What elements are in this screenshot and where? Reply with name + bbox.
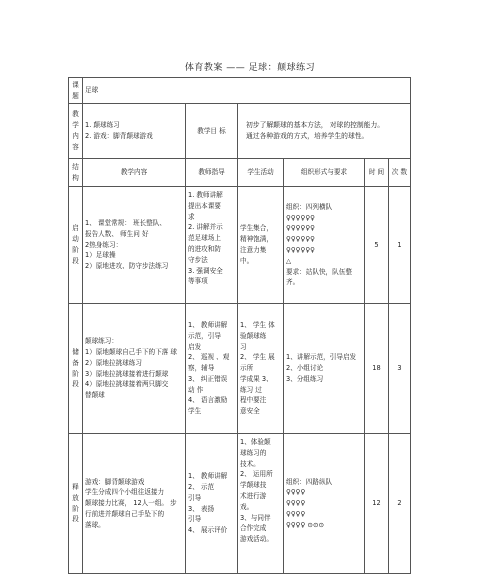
page-title: 体育教案 —— 足球：颠球练习: [184, 63, 316, 73]
table-row: [69, 434, 411, 574]
header-guidance: 教师指导: [186, 159, 238, 187]
content-label: 教 学 内 容: [69, 104, 83, 159]
time-cell: 18: [365, 304, 389, 434]
header-row: [69, 159, 411, 187]
table-row: [69, 304, 411, 434]
header-count: 次 数: [389, 159, 411, 187]
header-content: 教学内容: [83, 159, 186, 187]
content-value: 1. 颠球练习 2. 游戏：脚背颠球游戏: [83, 104, 186, 159]
activity-cell: 1、体验颠 球练习的 技术。 2、 运用所 学颠球技 术进行游 戏。 3、与同伴 合作完成 游戏活动。: [238, 434, 284, 574]
activity-cell: 1、 学生 体 验颠球练 习 2、 学生 展 示所 学成果 3、 练习 过 程中要注 意安全: [238, 304, 284, 434]
organization-cell: 组织：四路纵队 ♀♀♀♀ ♀♀♀♀ ♀♀♀♀ ♀♀♀♀ ⊙⊙⊙: [284, 434, 365, 574]
organization-cell: 组织：四列横队 ♀♀♀♀♀♀ ♀♀♀♀♀♀ ♀♀♀♀♀♀ ♀♀♀♀♀♀ △ 要求：站队快，队伍整齐。: [284, 187, 365, 304]
count-cell: 2: [389, 434, 411, 574]
time-cell: 5: [365, 187, 389, 304]
table-row: [69, 187, 411, 304]
guidance-cell: 1、 教师讲解 示范，引导 启发 2、 巡视 、观 察，辅导 3、 纠正错误 动 作 4、 语言激励 学生: [186, 304, 238, 434]
guidance-cell: 1. 教师讲解 提出本课要 求 2. 讲解并示 范足球场上 的进攻和防 守步法 3. 强调安全 等事项: [186, 187, 238, 304]
goal-value: 初步了解颠球的基本方法， 对球的控制能力。 通过各种游戏的方式，培养学生的球性。: [238, 104, 411, 159]
topic-label: 课 题: [69, 78, 83, 104]
content-goal-row: [69, 104, 411, 159]
organization-cell: 1、讲解示范，引导启发 2、小组讨论 3、分组练习: [284, 304, 365, 434]
topic-row: [69, 78, 411, 104]
stage-cell: 启 动 阶 段: [69, 187, 83, 304]
activity-cell: 学生集合， 精神饱满， 注意力集 中。: [238, 187, 284, 304]
count-cell: 3: [389, 304, 411, 434]
time-cell: 12: [365, 434, 389, 574]
content-cell: 颠球练习： 1）原地颠球自己手下的下落 球 2）原地拉挑球练习 3）原地拉挑球接着进行颠球 4）原地拉挑球接着两只脚交 替颠球: [83, 304, 186, 434]
goal-label: 教学目 标: [186, 104, 238, 159]
topic-value: 足球: [83, 78, 411, 104]
header-activity: 学生活动: [238, 159, 284, 187]
content-cell: 游戏：脚背颠球游戏 学生分成四个小组往返接力 颠球接力比赛， 12人一组。 步 行前进并颠球自己手坠下的 落球。: [83, 434, 186, 574]
count-cell: 1: [389, 187, 411, 304]
header-time: 时 间: [365, 159, 389, 187]
stage-cell: 储 备 阶 段: [69, 304, 83, 434]
guidance-cell: 1、 教师讲解 2、 示范 引导 3、 表扬 引导 4、 展示评价: [186, 434, 238, 574]
stage-cell: 释 放 阶 段: [69, 434, 83, 574]
header-organization: 组织形式与要求: [284, 159, 365, 187]
header-structure: 结 构: [69, 159, 83, 187]
content-cell: 1、 课堂常规： 班长整队、 报告人数、 师生问 好 2热身练习： 1）足球操 2）原地进攻、防守步法练习: [83, 187, 186, 304]
lesson-plan-table: [68, 77, 411, 574]
